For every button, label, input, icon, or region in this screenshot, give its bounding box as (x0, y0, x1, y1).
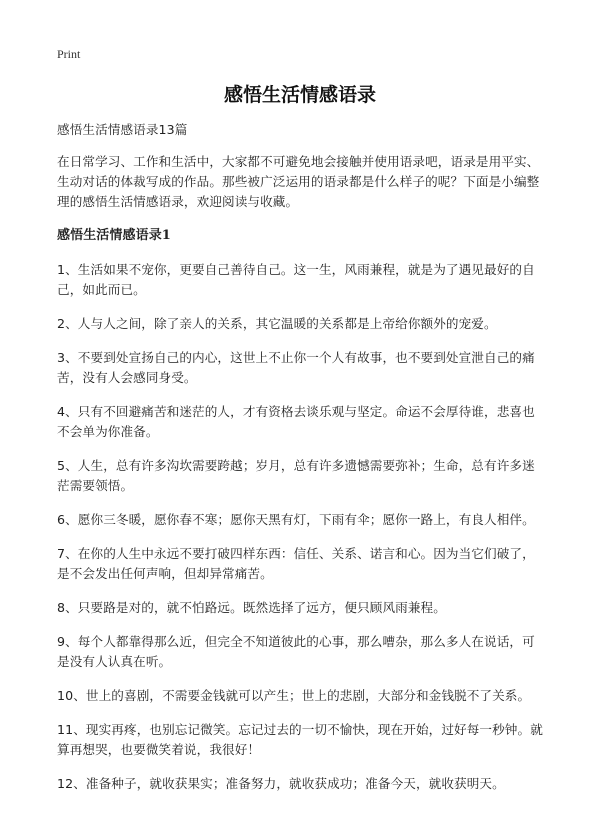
print-link[interactable]: Print (57, 47, 81, 61)
quote-item-10: 10、世上的喜剧，不需要金钱就可以产生；世上的悲剧，大部分和金钱脱不了关系。 (57, 688, 531, 703)
quote-item-8: 8、只要路是对的，就不怕路远。既然选择了远方，便只顾风雨兼程。 (57, 600, 446, 615)
intro-paragraph: 在日常学习、工作和生活中，大家都不可避免地会接触并使用语录吧，语录是用平实、生动对话的体裁写成的作品。那些被广泛运用的语录都是什么样子的呢？下面是小编整理的感悟生活情感语录，欢迎阅读与收藏。 (57, 154, 540, 209)
quote-item-1: 1、生活如果不宠你，更要自己善待自己。这一生，风雨兼程，就是为了遇见最好的自己，如此而已。 (57, 262, 535, 297)
quote-item-12: 12、准备种子，就收获果实；准备努力，就收获成功；准备今天，就收获明天。 (57, 776, 505, 791)
quote-item-9: 9、每个人都靠得那么近，但完全不知道彼此的心事，那么嘈杂，那么多人在说话，可是没有人认真在听。 (57, 634, 535, 669)
quote-item-2: 2、人与人之间，除了亲人的关系，其它温暖的关系都是上帝给你额外的宠爱。 (57, 316, 497, 331)
quote-item-6: 6、愿你三冬暖，愿你春不寒；愿你天黑有灯，下雨有伞；愿你一路上，有良人相伴。 (57, 512, 535, 527)
quote-item-3: 3、不要到处宣扬自己的内心，这世上不止你一个人有故事，也不要到处宣泄自己的痛苦，没有人会感同身受。 (57, 350, 535, 385)
article-body (57, 120, 547, 808)
quote-item-7: 7、在你的人生中永远不要打破四样东西：信任、关系、诺言和心。因为当它们破了，是不会发出任何声响，但却异常痛苦。 (57, 546, 535, 581)
quote-item-5: 5、人生，总有许多沟坎需要跨越；岁月，总有许多遗憾需要弥补；生命，总有许多迷茫需要领悟。 (57, 458, 535, 493)
article-subtitle: 感悟生活情感语录13篇 (57, 122, 188, 137)
quote-item-11: 11、现实再疼，也别忘记微笑。忘记过去的一切不愉快，现在开始，过好每一秒钟。就算再想哭，也要微笑着说，我很好！ (57, 722, 543, 757)
quote-item-4: 4、只有不回避痛苦和迷茫的人，才有资格去谈乐观与坚定。命运不会厚待谁，悲喜也不会单为你准备。 (57, 404, 535, 439)
page-title: 感悟生活情感语录 (223, 84, 376, 106)
section-heading: 感悟生活情感语录1 (57, 228, 171, 243)
